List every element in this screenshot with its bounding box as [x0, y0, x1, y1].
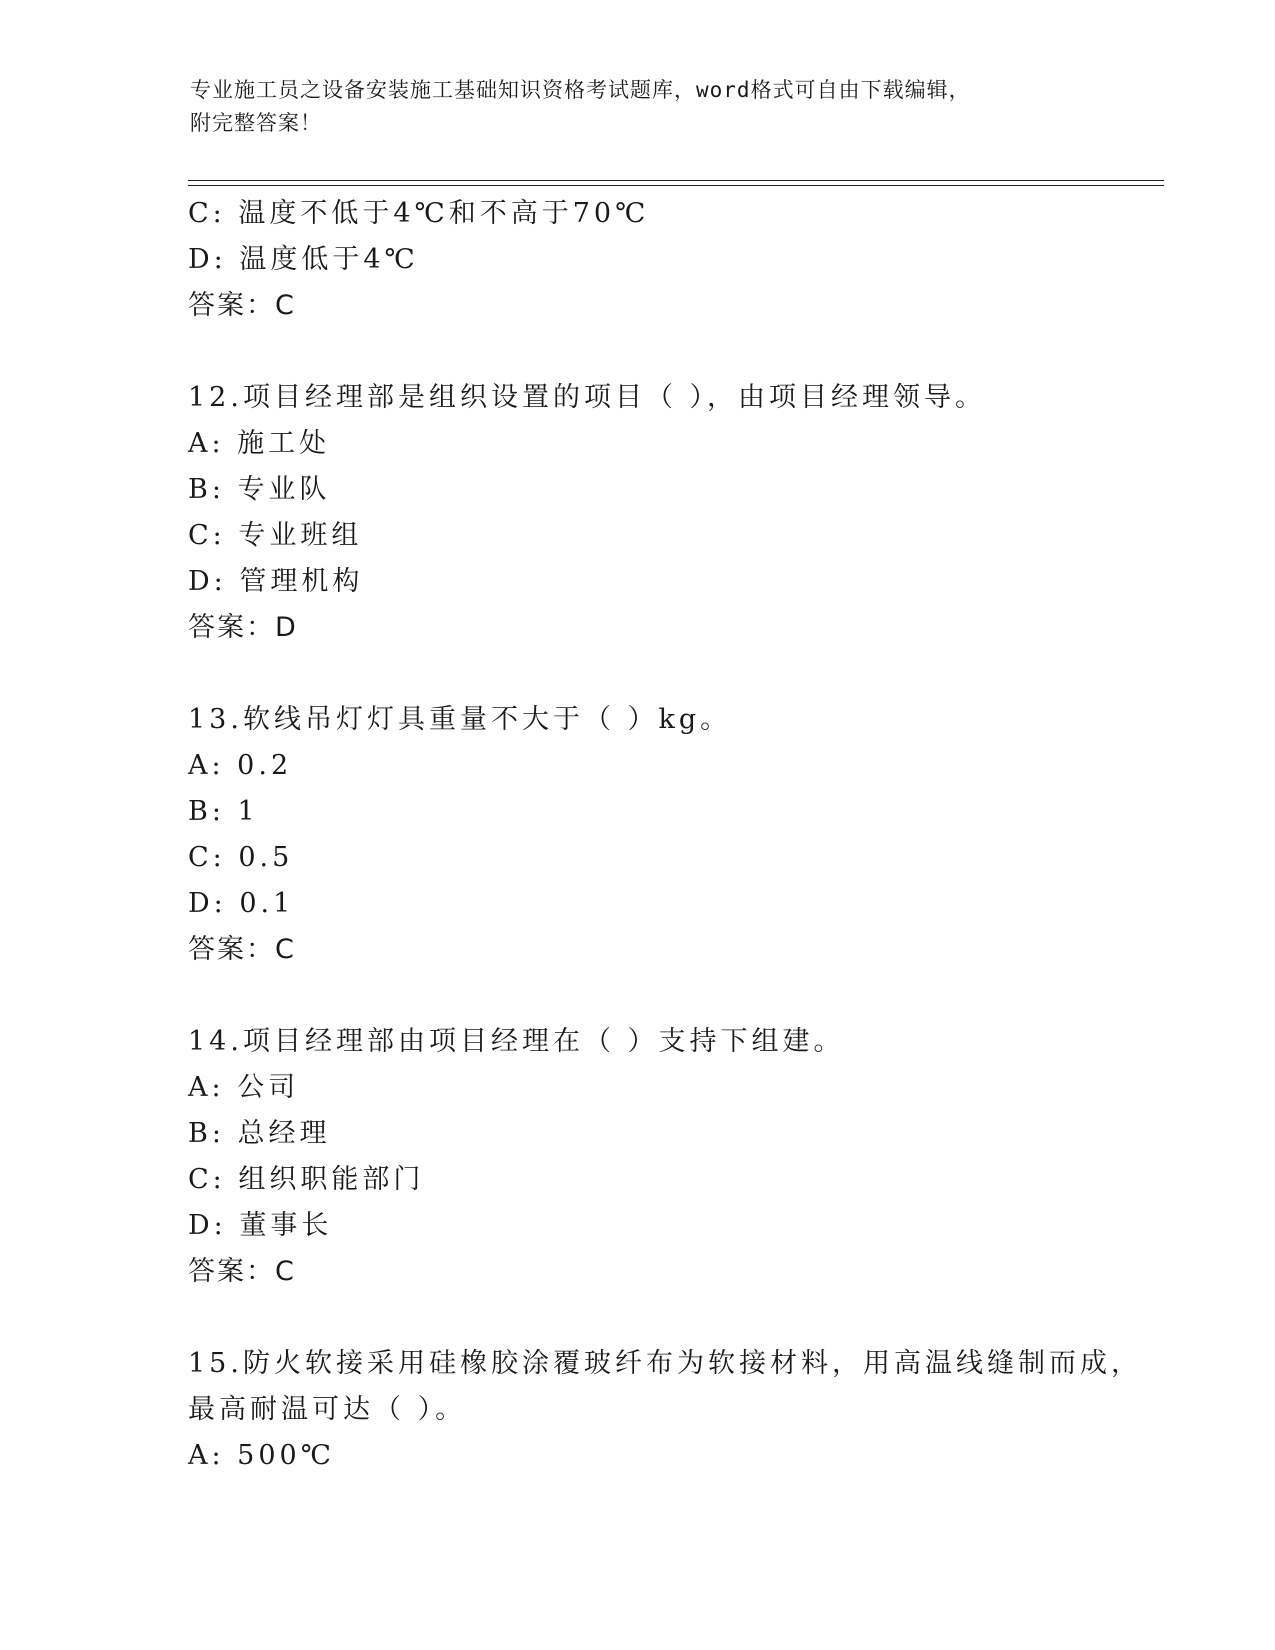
answer-line: 答案：C: [188, 290, 296, 321]
spacer: [188, 329, 1168, 375]
option-d: D: 董事长: [188, 1210, 333, 1241]
option-d: D: 温度低于4℃: [188, 244, 419, 275]
question-block-14: [188, 1019, 1168, 1295]
document-header: [190, 74, 1090, 140]
option-a: A: 公司: [188, 1072, 300, 1103]
spacer: [188, 973, 1168, 1019]
answer-line: 答案：D: [188, 612, 298, 643]
question-text-line-2: 最高耐温可达（ ）。: [188, 1394, 467, 1425]
header-line-2: 附完整答案！: [190, 111, 322, 135]
header-line-1: 专业施工员之设备安装施工基础知识资格考试题库，word格式可自由下载编辑，: [190, 78, 971, 102]
question-text: 14.项目经理部由项目经理在（ ）支持下组建。: [188, 1026, 845, 1057]
header-divider-bottom: [188, 185, 1164, 186]
question-block-15: [188, 1341, 1168, 1479]
question-block-12: [188, 375, 1168, 651]
header-divider-top: [188, 180, 1164, 181]
option-d: D: 管理机构: [188, 566, 364, 597]
question-text: 12.项目经理部是组织设置的项目（ ），由项目经理领导。: [188, 382, 987, 413]
option-c: C: 0.5: [188, 842, 294, 873]
question-list: [188, 191, 1168, 1479]
option-c: C: 温度不低于4℃和不高于70℃: [188, 198, 650, 229]
question-text: 13.软线吊灯灯具重量不大于（ ）kg。: [188, 704, 732, 735]
option-b: B: 1: [188, 796, 259, 827]
question-text-line-1: 15.防火软接采用硅橡胶涂覆玻纤布为软接材料，用高温线缝制而成，: [188, 1348, 1142, 1379]
question-block-13: [188, 697, 1168, 973]
spacer: [188, 651, 1168, 697]
question-block-prev: [188, 191, 1168, 329]
option-d: D: 0.1: [188, 888, 295, 919]
spacer: [188, 1295, 1168, 1341]
option-a: A: 500℃: [188, 1440, 335, 1471]
option-c: C: 组织职能部门: [188, 1164, 425, 1195]
option-a: A: 施工处: [188, 428, 331, 459]
answer-line: 答案：C: [188, 1256, 296, 1287]
option-c: C: 专业班组: [188, 520, 363, 551]
option-b: B: 专业队: [188, 474, 331, 505]
option-b: B: 总经理: [188, 1118, 331, 1149]
answer-line: 答案：C: [188, 934, 296, 965]
option-a: A: 0.2: [188, 750, 293, 781]
